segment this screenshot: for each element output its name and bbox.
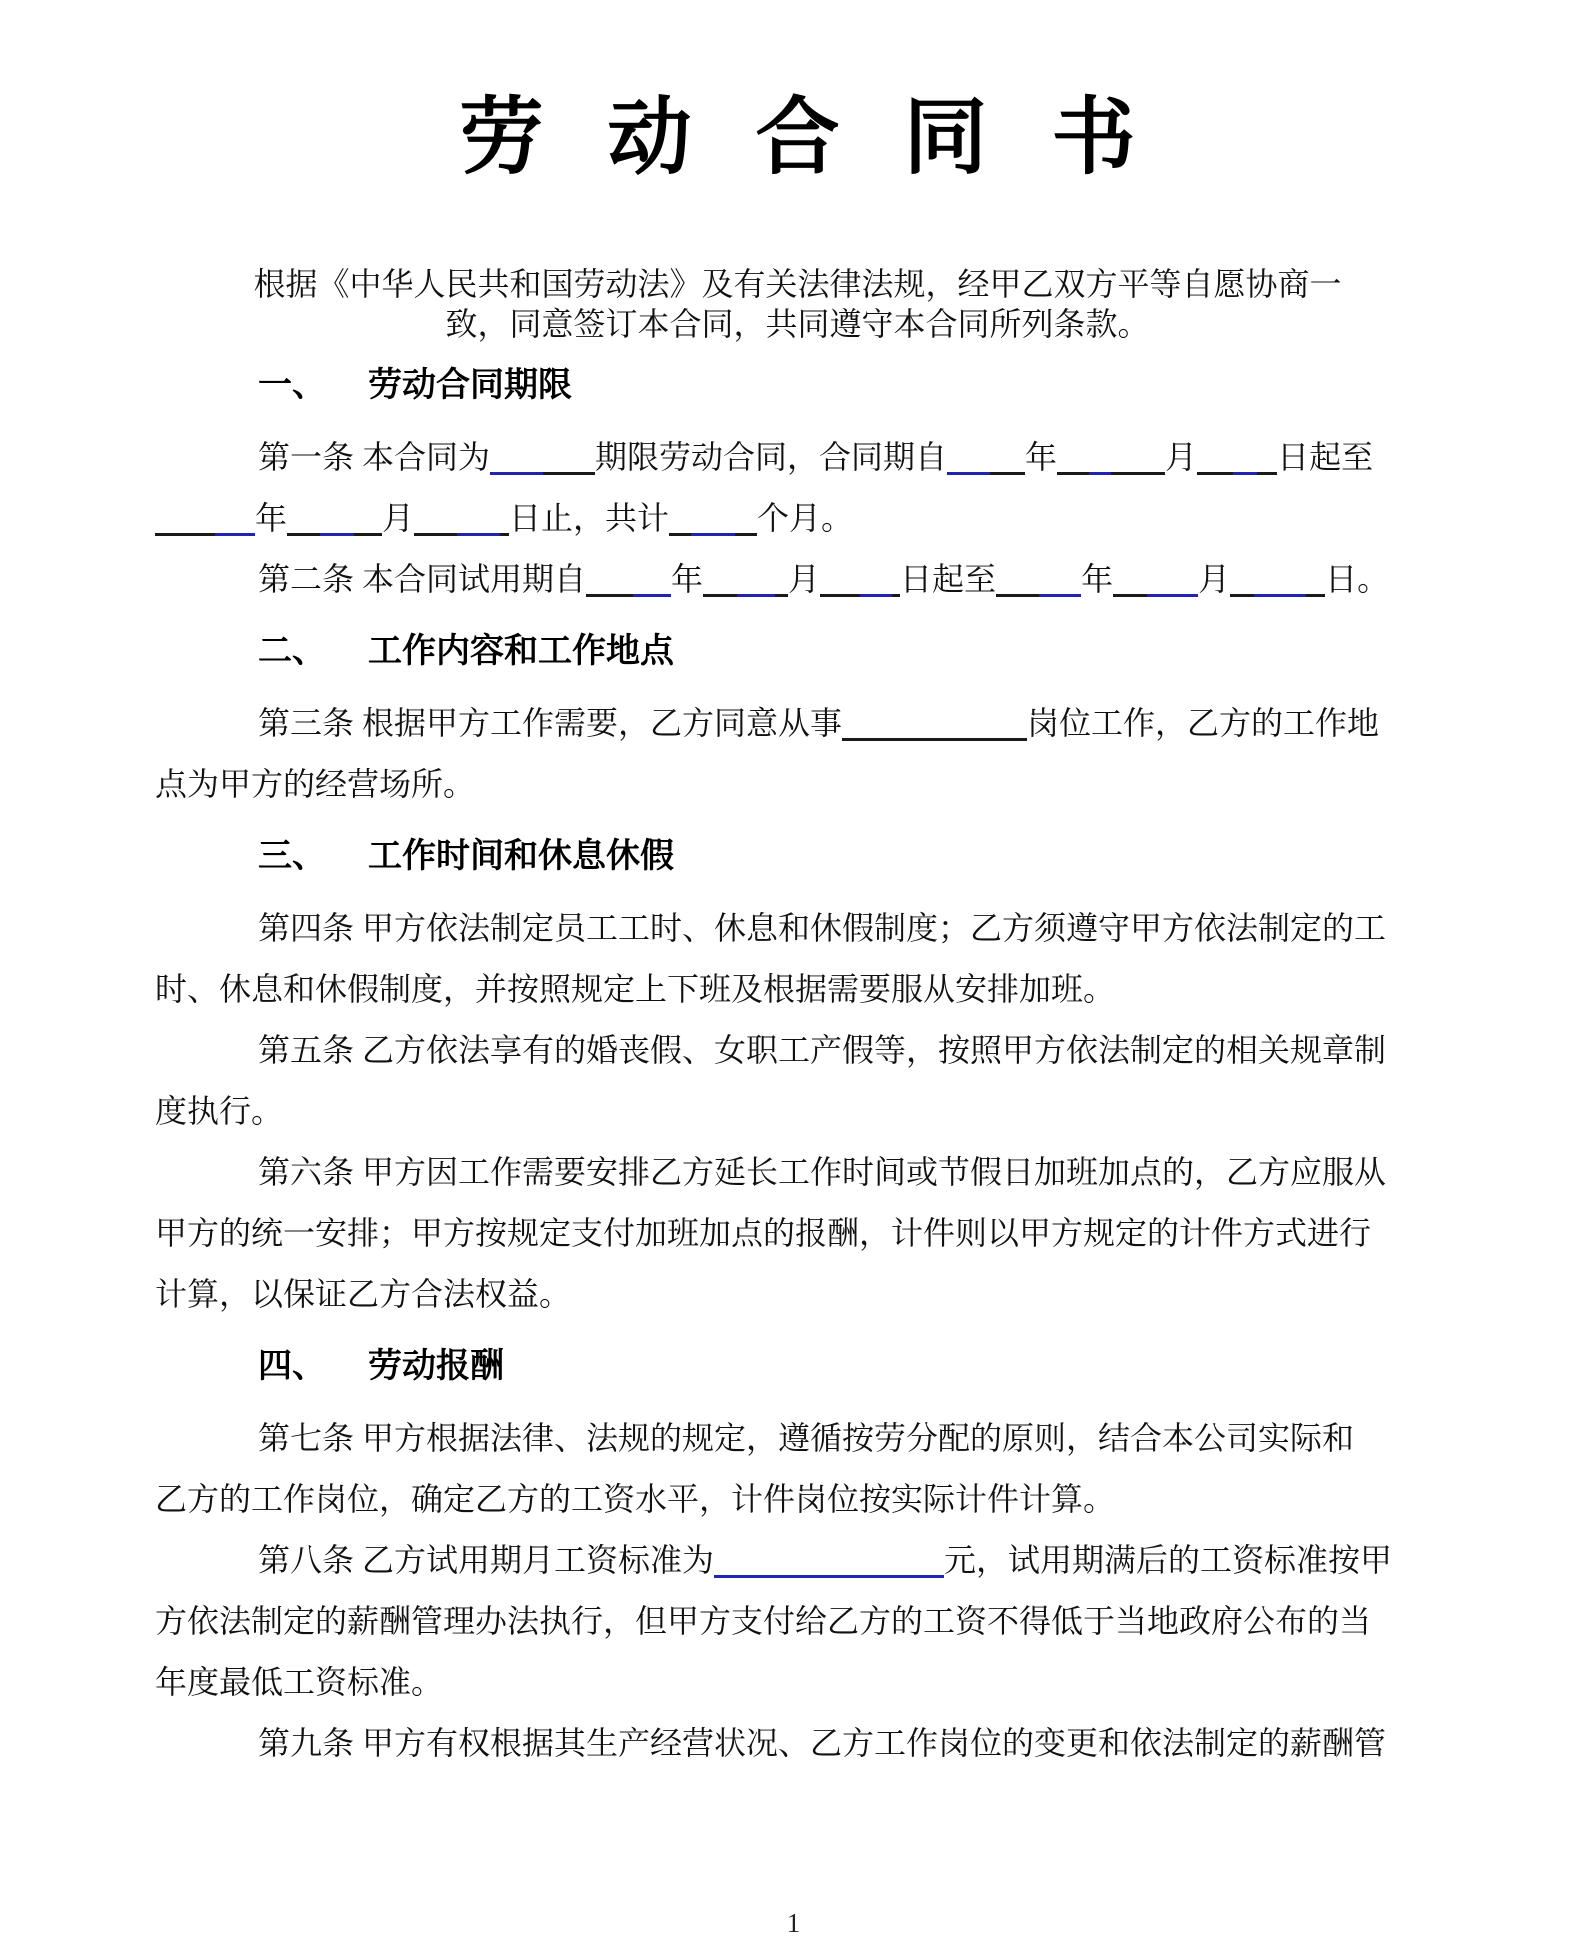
doc-body xyxy=(155,355,1440,1774)
doc-content xyxy=(0,82,1587,1774)
blank-field[interactable] xyxy=(714,1540,944,1578)
contract-line xyxy=(155,1020,1440,1081)
text-segment: 期限劳动合同，合同期自 xyxy=(595,439,948,475)
intro-paragraph xyxy=(155,264,1440,344)
blank-field[interactable] xyxy=(842,703,1027,741)
text-segment: 年 xyxy=(255,500,288,536)
section-title: 劳动报酬 xyxy=(368,1348,504,1385)
text-segment: 日起至 xyxy=(1277,439,1374,475)
blank-field[interactable] xyxy=(155,498,255,536)
text-segment: 元，试用期满后的工资标准按甲 xyxy=(944,1542,1393,1578)
contract-line xyxy=(155,1142,1440,1203)
blank-field[interactable] xyxy=(669,498,757,536)
contract-line xyxy=(155,754,1440,815)
section-number: 四、 xyxy=(258,1348,326,1385)
document-title xyxy=(155,82,1440,192)
text-segment: 月 xyxy=(1165,439,1198,475)
contract-line xyxy=(155,1713,1440,1774)
text-segment: 计算，以保证乙方合法权益。 xyxy=(155,1276,572,1312)
text-segment: 第一条 本合同为 xyxy=(258,439,491,475)
text-segment: 日起至 xyxy=(900,561,997,597)
contract-line xyxy=(155,959,1440,1020)
text-segment: 乙方的工作岗位，确定乙方的工资水平，计件岗位按实际计件计算。 xyxy=(155,1481,1116,1517)
blank-field[interactable] xyxy=(287,498,382,536)
text-segment: 第七条 甲方根据法律、法规的规定，遵循按劳分配的原则，结合本公司实际和 xyxy=(258,1420,1355,1456)
contract-line xyxy=(155,1469,1440,1530)
contract-line xyxy=(155,427,1440,488)
blank-field[interactable] xyxy=(490,437,595,475)
text-segment: 年 xyxy=(671,561,704,597)
section-heading xyxy=(155,826,1440,887)
contract-line xyxy=(155,1591,1440,1652)
text-segment: 第六条 甲方因工作需要安排乙方延长工作时间或节假日加班加点的，乙方应服从 xyxy=(258,1154,1387,1190)
text-segment: 时、休息和休假制度，并按照规定上下班及根据需要服从安排加班。 xyxy=(155,971,1116,1007)
blank-field[interactable] xyxy=(414,498,509,536)
text-segment: 第八条 乙方试用期月工资标准为 xyxy=(258,1542,715,1578)
section-heading xyxy=(155,1336,1440,1397)
contract-line xyxy=(155,488,1440,549)
intro-line: 致，同意签订本合同，共同遵守本合同所列条款。 xyxy=(445,306,1150,342)
text-segment: 甲方的统一安排；甲方按规定支付加班加点的报酬，计件则以甲方规定的计件方式进行 xyxy=(155,1215,1372,1251)
text-segment: 日。 xyxy=(1325,561,1390,597)
text-segment: 第四条 甲方依法制定员工工时、休息和休假制度；乙方须遵守甲方依法制定的工 xyxy=(258,910,1387,946)
section-title: 工作时间和休息休假 xyxy=(368,838,674,875)
text-segment: 年 xyxy=(1081,561,1114,597)
text-segment: 方依法制定的薪酬管理办法执行，但甲方支付给乙方的工资不得低于当地政府公布的当 xyxy=(155,1603,1372,1639)
blank-field[interactable] xyxy=(820,559,900,597)
blank-field[interactable] xyxy=(947,437,1025,475)
section-number: 一、 xyxy=(258,367,326,404)
section-heading xyxy=(155,621,1440,682)
section-heading xyxy=(155,355,1440,416)
contract-line xyxy=(155,1530,1440,1591)
contract-line xyxy=(155,693,1440,754)
contract-line xyxy=(155,898,1440,959)
text-segment: 日止，共计 xyxy=(509,500,670,536)
blank-field[interactable] xyxy=(1113,559,1198,597)
contract-line xyxy=(155,1264,1440,1325)
text-segment: 第九条 甲方有权根据其生产经营状况、乙方工作岗位的变更和依法制定的薪酬管 xyxy=(258,1725,1387,1761)
contract-line xyxy=(155,1081,1440,1142)
page-number: 1 xyxy=(786,1908,801,1938)
blank-field[interactable] xyxy=(996,559,1081,597)
text-segment: 第五条 乙方依法享有的婚丧假、女职工产假等，按照甲方依法制定的相关规章制 xyxy=(258,1032,1387,1068)
text-segment: 个月。 xyxy=(757,500,854,536)
contract-line xyxy=(155,1203,1440,1264)
intro-line: 根据《中华人民共和国劳动法》及有关法律法规，经甲乙双方平等自愿协商一 xyxy=(253,266,1342,302)
contract-line xyxy=(155,1652,1440,1713)
text-segment: 第二条 本合同试用期自 xyxy=(258,561,587,597)
section-number: 三、 xyxy=(258,838,326,875)
text-segment: 月 xyxy=(1198,561,1231,597)
section-title: 工作内容和工作地点 xyxy=(368,633,674,670)
document-title-text: 劳动合同书 xyxy=(459,88,1200,186)
text-segment: 点为甲方的经营场所。 xyxy=(155,766,476,802)
text-segment: 第三条 根据甲方工作需要，乙方同意从事 xyxy=(258,705,843,741)
blank-field[interactable] xyxy=(1230,559,1325,597)
text-segment: 月 xyxy=(382,500,415,536)
text-segment: 岗位工作，乙方的工作地 xyxy=(1027,705,1380,741)
text-segment: 度执行。 xyxy=(155,1093,284,1129)
section-title: 劳动合同期限 xyxy=(368,367,572,404)
blank-field[interactable] xyxy=(703,559,788,597)
text-segment: 年 xyxy=(1025,439,1058,475)
blank-field[interactable] xyxy=(1197,437,1277,475)
contract-line xyxy=(155,1408,1440,1469)
text-segment: 月 xyxy=(788,561,821,597)
blank-field[interactable] xyxy=(1057,437,1165,475)
section-number: 二、 xyxy=(258,633,326,670)
blank-field[interactable] xyxy=(586,559,671,597)
text-segment: 年度最低工资标准。 xyxy=(155,1664,444,1700)
contract-line xyxy=(155,549,1440,610)
